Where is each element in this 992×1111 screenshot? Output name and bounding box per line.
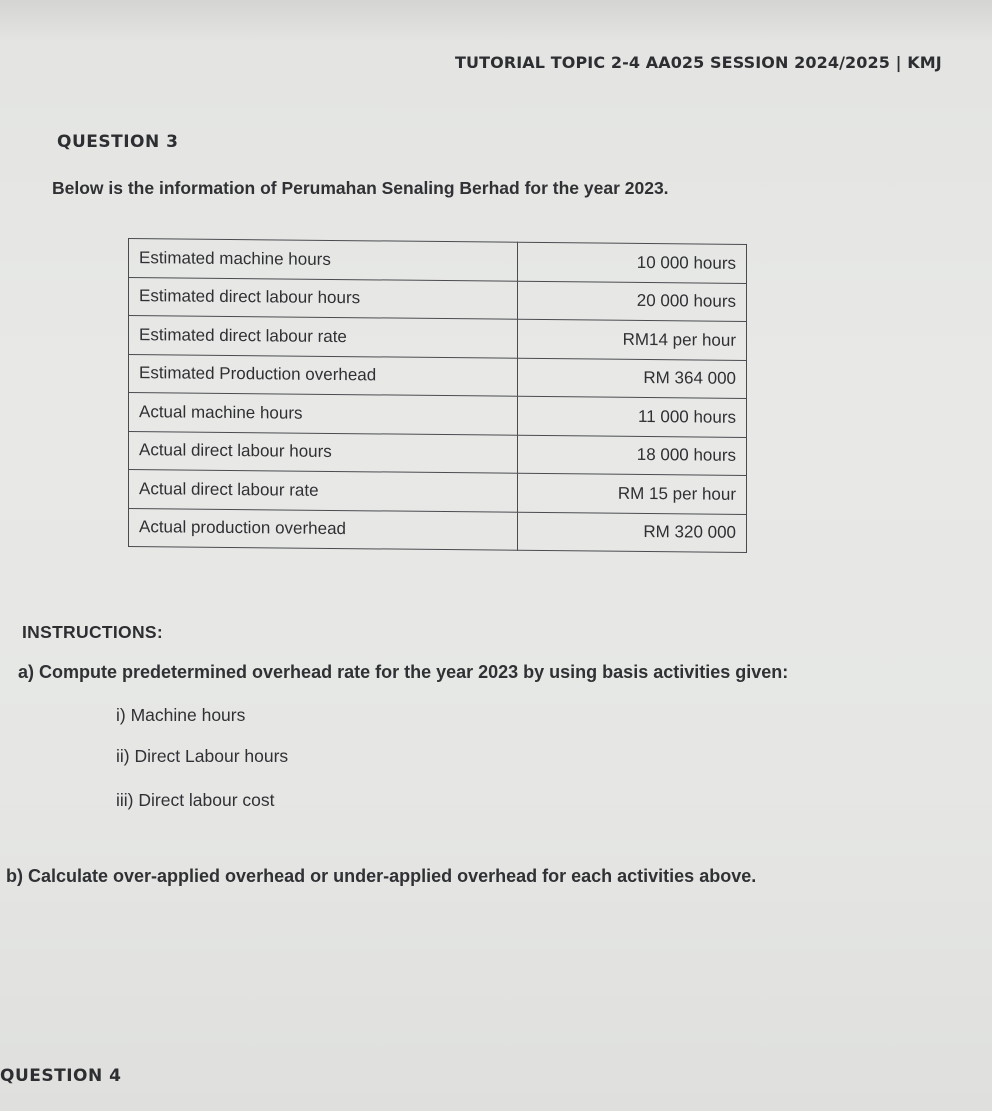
question-3-intro: Below is the information of Perumahan Senaling Berhad for the year 2023.: [52, 178, 669, 198]
table-cell-value: 10 000 hours: [518, 242, 747, 283]
table-row: [129, 508, 747, 552]
table-cell-value: RM 15 per hour: [518, 473, 747, 514]
table-cell-label: Estimated Production overhead: [129, 354, 518, 396]
table-cell-label: Actual production overhead: [129, 508, 518, 550]
table-row: [129, 277, 747, 321]
table-cell-value: RM 364 000: [518, 358, 747, 399]
question-3-title: QUESTION 3: [57, 132, 179, 152]
instruction-sub-item: i) Machine hours: [116, 705, 246, 725]
table-row: [129, 239, 747, 283]
table-cell-value: 20 000 hours: [518, 281, 747, 322]
instructions-title: INSTRUCTIONS:: [22, 622, 163, 642]
instruction-part-a: a) Compute predetermined overhead rate for the year 2023 by using basis activities given:: [18, 662, 789, 682]
table-row: [129, 316, 747, 360]
table-cell-value: RM 320 000: [518, 512, 747, 553]
table-cell-label: Estimated machine hours: [129, 239, 518, 281]
instruction-part-b: b) Calculate over-applied overhead or under-applied overhead for each activities above.: [6, 866, 757, 886]
table-cell-value: 11 000 hours: [518, 396, 747, 437]
table-cell-value: RM14 per hour: [518, 319, 747, 360]
table-cell-label: Actual machine hours: [129, 393, 518, 435]
instruction-sub-item: iii) Direct labour cost: [116, 790, 275, 810]
instruction-sub-item: ii) Direct Labour hours: [116, 746, 289, 766]
page-shadow: [0, 0, 992, 40]
table-row: [129, 470, 747, 514]
table-row: [129, 393, 747, 437]
table-cell-label: Estimated direct labour hours: [129, 277, 518, 319]
table-cell-value: 18 000 hours: [518, 435, 747, 476]
information-table: [128, 238, 747, 553]
table-cell-label: Actual direct labour hours: [129, 431, 518, 473]
table-row: [129, 431, 747, 475]
table-cell-label: Actual direct labour rate: [129, 470, 518, 512]
question-4-title: QUESTION 4: [0, 1066, 122, 1086]
page-header: TUTORIAL TOPIC 2-4 AA025 SESSION 2024/2025 | KMJ: [455, 53, 942, 72]
table-cell-label: Estimated direct labour rate: [129, 316, 518, 358]
table-row: [129, 354, 747, 398]
